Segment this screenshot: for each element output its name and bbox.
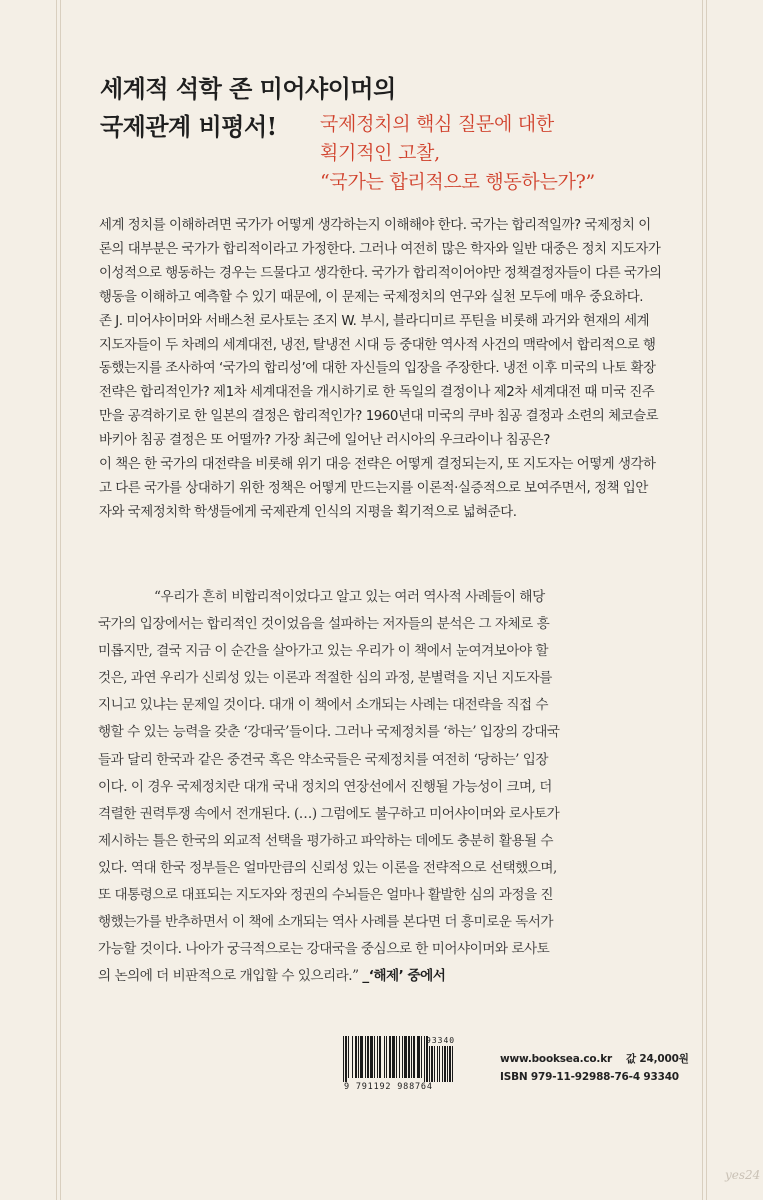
barcode-bar [431,1046,433,1082]
barcode-bar [392,1036,395,1078]
barcode-bar [444,1046,446,1082]
barcode-bar [452,1046,453,1082]
quote-line: 국가의 입장에서는 합리적인 것이었음을 설파하는 저자들의 분석은 그 자체로 흥 [98,616,550,633]
barcode-bar [365,1036,366,1078]
barcode-bar [386,1036,387,1078]
headline-line: 세계적 석학 존 미어샤이머의 [100,74,396,103]
description-line: 만을 공격하기로 한 일본의 결정은 합리적인가? 1960년대 미국의 쿠바 침공 결정과 소련의 체코슬로 [99,409,659,425]
subheadline [320,110,595,197]
quote-line: 의 논의에 더 비판적으로 개입할 수 있으리라.” [98,968,359,985]
description-line: 론의 대부분은 국가가 합리적이라고 가정한다. 그러나 여전히 많은 학자와 일반 대중은 정치 지도자가 [99,241,661,257]
description-line: 세계 정치를 이해하려면 국가가 어떻게 생각하는지 이해해야 한다. 국가는 합리적일까? 국제정치 이 [99,218,651,233]
quote-line: 격렬한 권력투쟁 속에서 전개된다. (…) 그럼에도 불구하고 미어샤이머와 로사토가 [98,805,560,822]
description-line: 이성적으로 행동하는 경우는 드물다고 생각한다. 국가가 합리적이어야만 정책결정자들이 다른 국가의 [99,265,662,281]
quote-line: 지니고 있냐는 문제일 것이다. 대개 이 책에서 소개되는 사례는 대전략을 직접 수 [98,697,549,714]
subheadline-line: 획기적인 고찰, [320,142,440,164]
barcode-bar [437,1046,438,1082]
quote-line: “우리가 흔히 비합리적이었다고 알고 있는 여러 역사적 사례들이 해당 [154,589,545,605]
left-border-line [56,0,57,1200]
barcode-bar [345,1036,347,1082]
publisher-website: www.booksea.co.kr [500,1053,612,1065]
barcode-bar [370,1036,373,1078]
addon-code-digits: 93340 [426,1036,456,1045]
right-border-line [702,0,703,1200]
isbn-text: ISBN 979-11-92988-76-4 93340 [500,1071,679,1083]
barcode-bar [424,1036,425,1082]
barcode-bar [379,1036,381,1078]
publisher-info [500,1050,689,1086]
barcode-bar [442,1046,443,1082]
description-line: 지도자들이 두 차례의 세계대전, 냉전, 탈냉전 시대 등 중대한 역사적 사건의 맥락에서 합리적으로 행 [99,337,656,353]
barcode-bar [413,1036,415,1078]
quote-line: 행할 수 있는 능력을 갖춘 ‘강대국’들이다. 그러나 국제정치를 ‘하는’ 입장의 강대국 [98,724,560,741]
barcode-bar [447,1046,448,1082]
barcode-bar [384,1036,385,1078]
barcode-bar [374,1036,375,1078]
review-quote [98,584,666,990]
left-border-line [60,0,61,1200]
barcode-bar [389,1036,391,1078]
subheadline-line: 국제정치의 핵심 질문에 대한 [320,113,554,135]
quote-line-last [98,963,666,990]
barcode-bar [408,1036,410,1078]
barcode-bar [421,1036,422,1078]
quote-line: 것은, 과연 우리가 신뢰성 있는 이론과 적절한 심의 과정, 분별력을 지닌 지도자를 [98,670,552,687]
quote-line: 미롭지만, 결국 지금 이 순간을 살아가고 있는 우리가 이 책에서 눈여겨보아야 할 [98,643,549,660]
barcode-digits: 9 791192 988764 [344,1082,433,1092]
barcode-bar [449,1046,451,1082]
barcode-bar [417,1036,420,1078]
description-line: 전략은 합리적인가? 제1차 세계대전을 개시하기로 한 독일의 결정이나 제2차 세계대전 때 미국 진주 [99,385,655,401]
barcode-bar [358,1036,359,1078]
description-line: 고 다른 국가를 상대하기 위한 정책은 어떻게 만드는지를 이론적·실증적으로 보여주면서, 정책 입안 [99,480,648,496]
description-line: 바키아 침공 결정은 또 어떨까? 가장 최근에 일어난 러시아의 우크라이나 침공은? [99,433,550,449]
description-line: 동했는지를 조사하여 ‘국가의 합리성’에 대한 자신들의 입장을 주장한다. 냉전 이후 미국의 나토 확장 [99,361,656,377]
barcode-bar [367,1036,369,1078]
barcode-bar [439,1046,440,1082]
barcode-bar [402,1036,403,1078]
quote-line: 행했는가를 반추하면서 이 책에 소개되는 역사 사례를 본다면 더 흥미로운 독서가 [98,914,554,931]
quote-line: 들과 달리 한국과 같은 중견국 혹은 약소국들은 국제정치를 여전히 ‘당하는’ 입장 [98,751,549,768]
book-description [99,214,667,525]
barcode-bar [434,1046,435,1082]
barcode-bar [360,1036,363,1078]
quote-line: 또 대통령으로 대표되는 지도자와 정권의 수뇌들은 얼마나 활발한 심의 과정을 진 [98,887,554,904]
quote-source: _‘해제’ 중에서 [362,968,446,985]
barcode-bar [343,1036,344,1082]
quote-line: 가능할 것이다. 나아가 궁극적으로는 강대국을 중심으로 한 미어샤이머와 로사토 [98,941,550,958]
barcode-bar [399,1036,400,1078]
barcode-bar [348,1036,349,1078]
headline-line: 국제관계 비평서! [100,112,277,141]
barcode-bar [404,1036,407,1078]
description-line: 존 J. 미어샤이머와 서배스천 로사토는 조지 W. 부시, 블라디미르 푸틴을 비롯해 과거와 현재의 세계 [99,313,650,329]
barcode-bar [352,1036,353,1078]
quote-line: 있다. 역대 한국 정부들은 얼마만큼의 신뢰성 있는 이론을 전략적으로 선택했으며, [98,859,557,876]
right-border-line [706,0,707,1200]
subheadline-line: “국가는 합리적으로 행동하는가?” [320,171,595,193]
barcode-bar [355,1036,357,1078]
quote-line: 이다. 이 경우 국제정치란 대개 국내 정치의 연장선에서 진행될 가능성이 크며, 더 [98,778,552,795]
description-line: 자와 국제정치학 학생들에게 국제관계 인식의 지평을 획기적으로 넓혀준다. [99,504,517,520]
barcode-bar [377,1036,378,1078]
barcode-bar [411,1036,412,1078]
description-line: 이 책은 한 국가의 대전략을 비롯해 위기 대응 전략은 어떻게 결정되는지, 또 지도자는 어떻게 생각하 [99,457,656,473]
yes24-watermark: yes24 [725,1168,761,1182]
quote-line: 제시하는 틀은 한국의 외교적 선택을 평가하고 파악하는 데에도 충분히 활용될 수 [98,832,554,849]
barcode-bar [429,1046,430,1082]
book-price: 값 24,000원 [625,1053,689,1065]
description-line: 행동을 이해하고 예측할 수 있기 때문에, 이 문제는 국제정치의 연구와 실천 모두에 매우 중요하다. [99,289,644,305]
barcode-bar [396,1036,397,1078]
